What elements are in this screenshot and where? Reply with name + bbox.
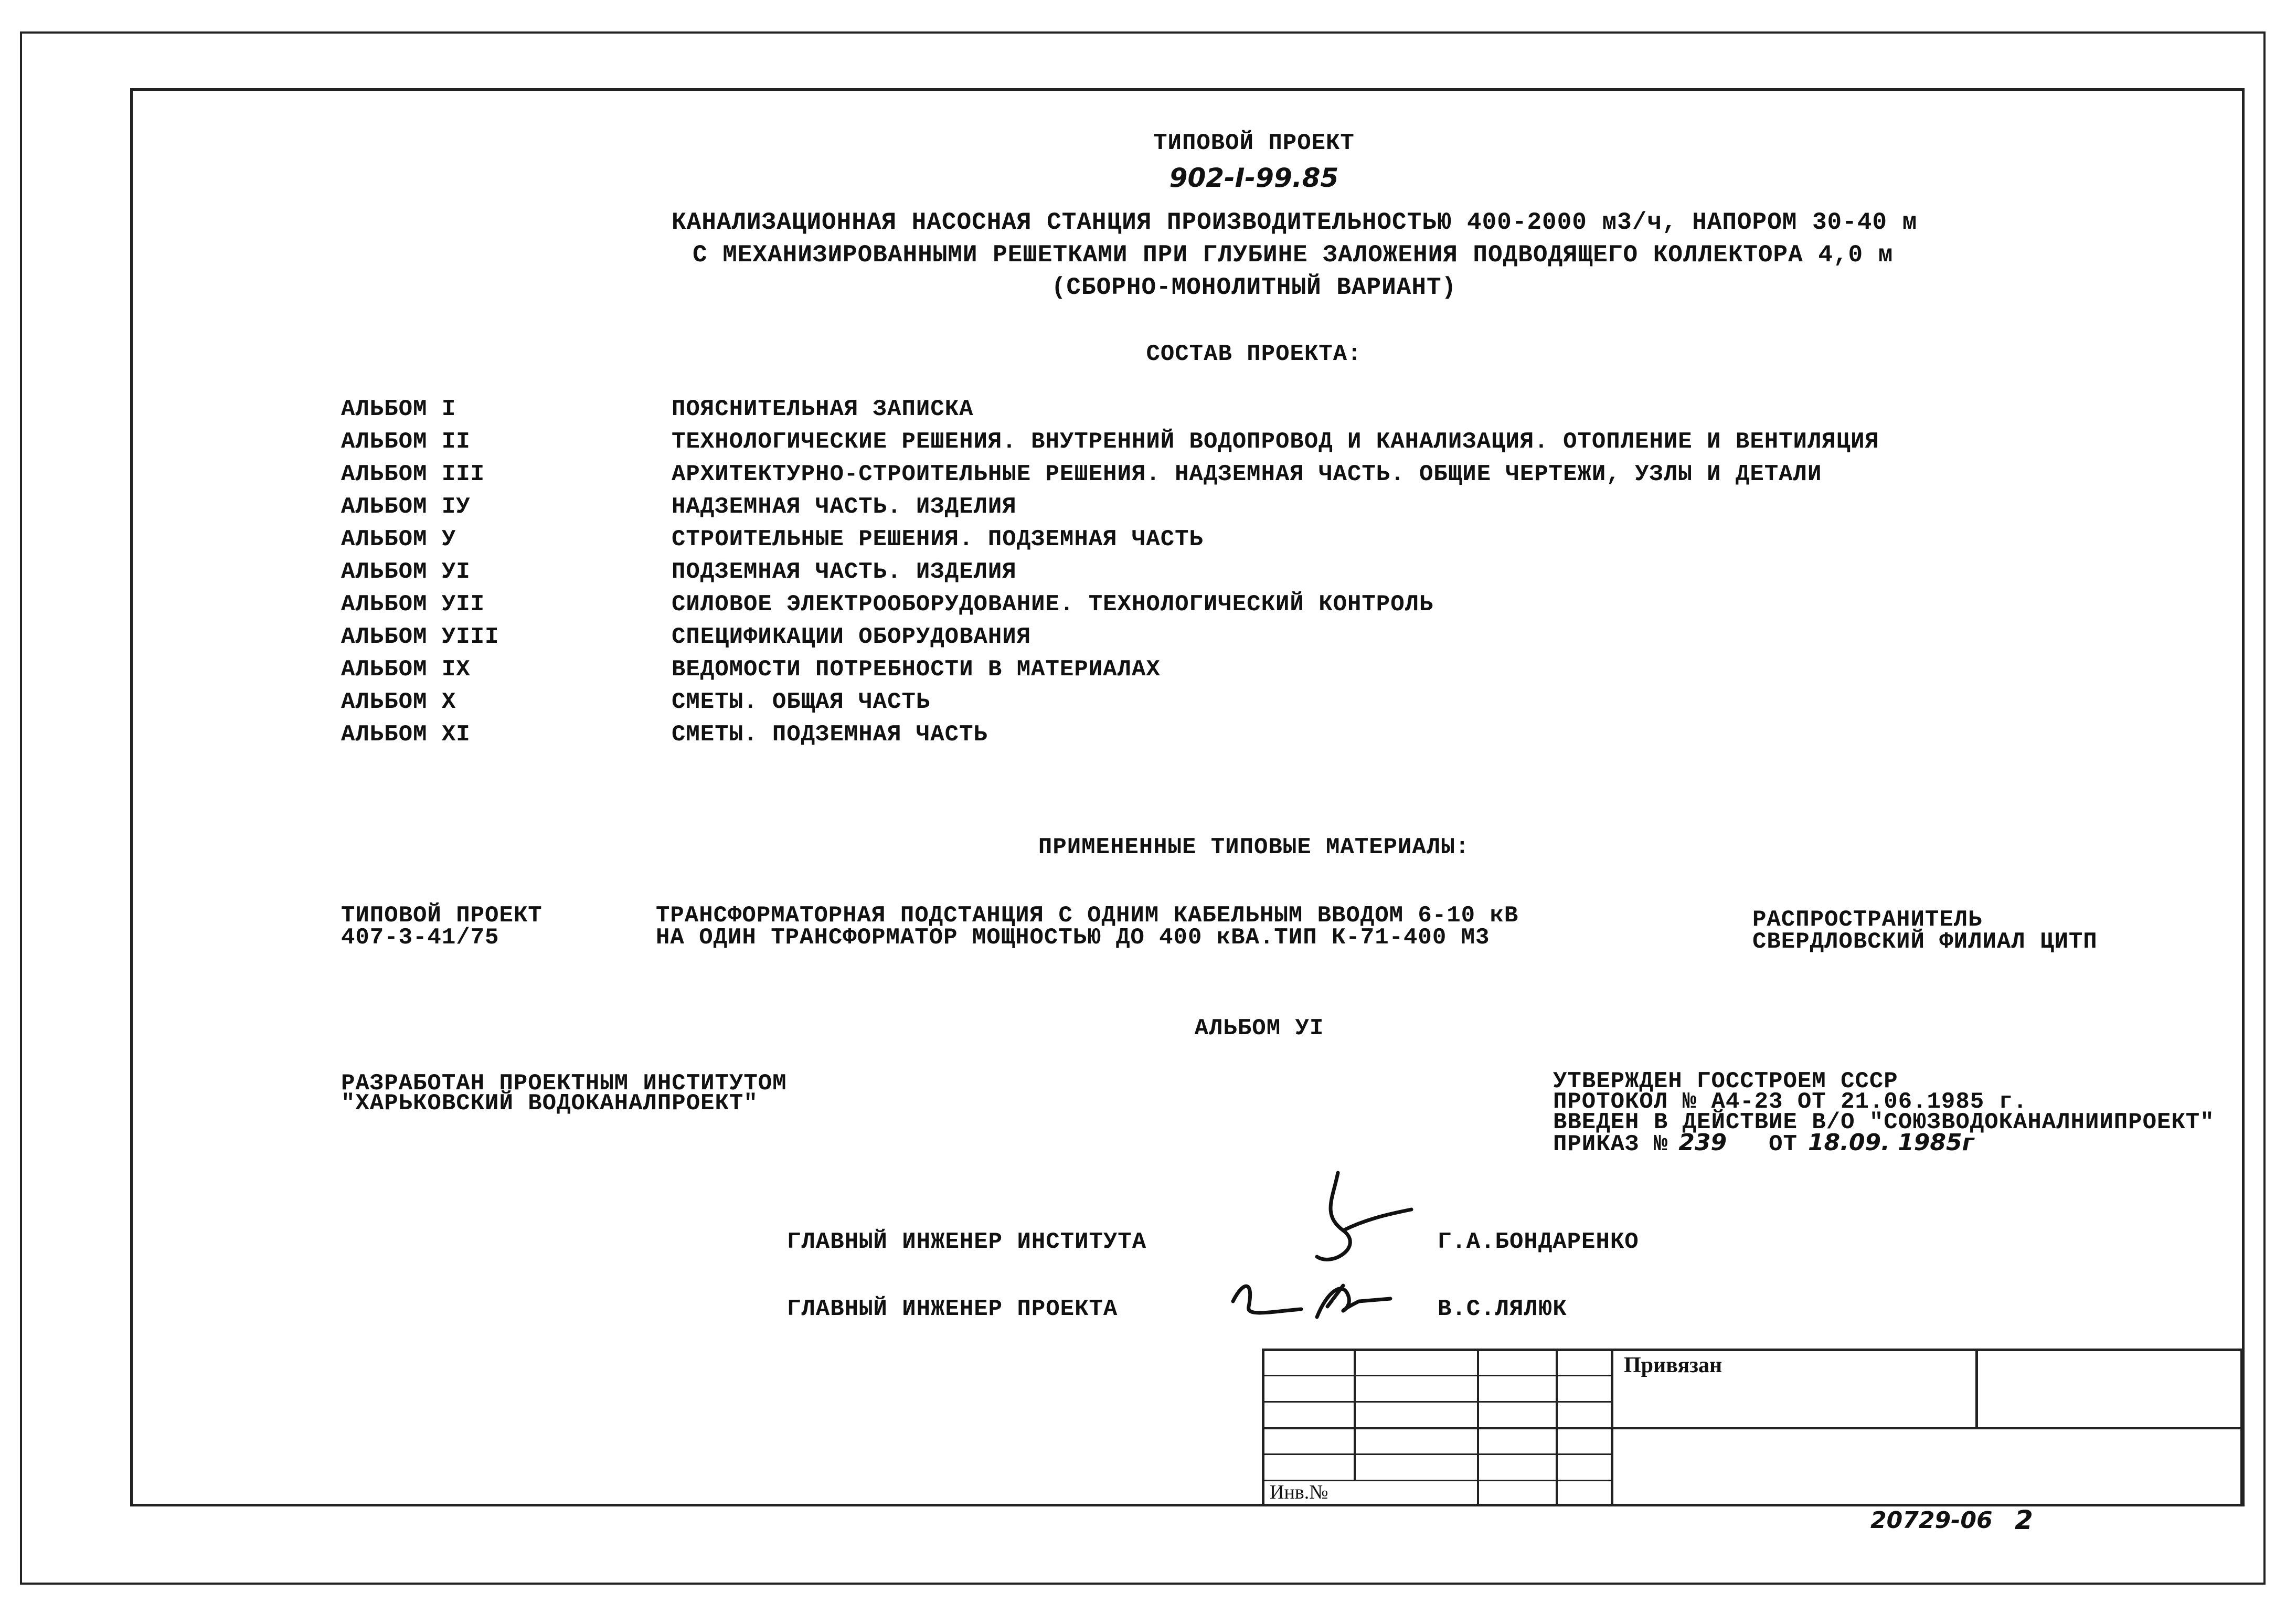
project-label: ТИПОВОЙ ПРОЕКТ bbox=[1153, 130, 1355, 156]
order-number: 239 bbox=[1678, 1129, 1727, 1156]
album-number: АЛЬБОМ У bbox=[341, 526, 456, 553]
approval-line-1: УТВЕРЖДЕН ГОССТРОЕМ СССР bbox=[1553, 1068, 1898, 1095]
order-date-label: ОТ bbox=[1769, 1131, 1798, 1158]
approval-order bbox=[1553, 1129, 1974, 1158]
signature-role-1: ГЛАВНЫЙ ИНЖЕНЕР ИНСТИТУТА bbox=[787, 1229, 1147, 1255]
signature-name-2: В.С.ЛЯЛЮК bbox=[1438, 1296, 1567, 1322]
album-number: АЛЬБОМ XI bbox=[341, 721, 471, 748]
approval-line-2: ПРОТОКОЛ № А4-23 ОТ 21.06.1985 г. bbox=[1553, 1089, 2028, 1115]
order-label: ПРИКАЗ № bbox=[1553, 1131, 1668, 1158]
materials-description-1: ТРАНСФОРМАТОРНАЯ ПОДСТАНЦИЯ С ОДНИМ КАБЕЛЬНЫМ ВВОДОМ 6-10 кВ bbox=[656, 903, 1519, 929]
linked-label: Привязан bbox=[1624, 1353, 1723, 1377]
album-number: АЛЬБОМ I bbox=[341, 396, 456, 422]
order-date: 18.09. 1985г bbox=[1807, 1129, 1974, 1156]
materials-heading: ПРИМЕНЕННЫЕ ТИПОВЫЕ МАТЕРИАЛЫ: bbox=[1038, 834, 1470, 861]
album-number: АЛЬБОМ УIII bbox=[341, 624, 499, 650]
title-line-3: (СБОРНО-МОНОЛИТНЫЙ ВАРИАНТ) bbox=[1051, 274, 1457, 301]
signature-mark-1 bbox=[1301, 1167, 1427, 1272]
album-title: СТРОИТЕЛЬНЫЕ РЕШЕНИЯ. ПОДЗЕМНАЯ ЧАСТЬ bbox=[672, 526, 1204, 553]
album-title: СПЕЦИФИКАЦИИ ОБОРУДОВАНИЯ bbox=[672, 624, 1032, 650]
album-title: ПОДЗЕМНАЯ ЧАСТЬ. ИЗДЕЛИЯ bbox=[672, 559, 1017, 585]
signature-name-1: Г.А.БОНДАРЕНКО bbox=[1438, 1229, 1639, 1255]
album-number: АЛЬБОМ X bbox=[341, 689, 456, 715]
album-number: АЛЬБОМ УII bbox=[341, 591, 485, 618]
materials-description-2: НА ОДИН ТРАНСФОРМАТОР МОЩНОСТЬЮ ДО 400 кВА.ТИП К-71-400 М3 bbox=[656, 925, 1490, 951]
materials-project-number: 407-3-41/75 bbox=[341, 925, 499, 951]
album-title: ВЕДОМОСТИ ПОТРЕБНОСТИ В МАТЕРИАЛАХ bbox=[672, 656, 1161, 683]
developer-line-1: РАЗРАБОТАН ПРОЕКТНЫМ ИНСТИТУТОМ bbox=[341, 1070, 787, 1097]
album-number: АЛЬБОМ IУ bbox=[341, 494, 471, 520]
inventory-label: Инв.№ bbox=[1270, 1481, 1328, 1503]
materials-project-label: ТИПОВОЙ ПРОЕКТ bbox=[341, 903, 543, 929]
album-title: АРХИТЕКТУРНО-СТРОИТЕЛЬНЫЕ РЕШЕНИЯ. НАДЗЕМНАЯ ЧАСТЬ. ОБЩИЕ ЧЕРТЕЖИ, УЗЛЫ И ДЕТАЛИ bbox=[672, 461, 1822, 487]
title-line-2: С МЕХАНИЗИРОВАННЫМИ РЕШЕТКАМИ ПРИ ГЛУБИНЕ ЗАЛОЖЕНИЯ ПОДВОДЯЩЕГО КОЛЛЕКТОРА 4,0 м bbox=[693, 241, 1894, 269]
developer-line-2: "ХАРЬКОВСКИЙ ВОДОКАНАЛПРОЕКТ" bbox=[341, 1090, 758, 1117]
distributor-label: РАСПРОСТРАНИТЕЛЬ bbox=[1752, 907, 1983, 933]
album-title: ПОЯСНИТЕЛЬНАЯ ЗАПИСКА bbox=[672, 396, 974, 422]
signature-role-2: ГЛАВНЫЙ ИНЖЕНЕР ПРОЕКТА bbox=[787, 1296, 1118, 1322]
album-title: СМЕТЫ. ОБЩАЯ ЧАСТЬ bbox=[672, 689, 931, 715]
project-number: 902-I-99.85 bbox=[1169, 163, 1339, 193]
album-title: СМЕТЫ. ПОДЗЕМНАЯ ЧАСТЬ bbox=[672, 721, 988, 748]
distributor-name: СВЕРДЛОВСКИЙ ФИЛИАЛ ЦИТП bbox=[1752, 929, 2098, 955]
current-album: АЛЬБОМ УI bbox=[1194, 1015, 1324, 1042]
album-number: АЛЬБОМ II bbox=[341, 429, 471, 455]
sheet-code: 20729-06 bbox=[1870, 1507, 1993, 1534]
title-line-1: КАНАЛИЗАЦИОННАЯ НАСОСНАЯ СТАНЦИЯ ПРОИЗВОДИТЕЛЬНОСТЬЮ 400-2000 м3/ч, НАПОРОМ 30-40 м bbox=[672, 209, 1918, 236]
album-title: СИЛОВОЕ ЭЛЕКТРООБОРУДОВАНИЕ. ТЕХНОЛОГИЧЕСКИЙ КОНТРОЛЬ bbox=[672, 591, 1434, 618]
album-number: АЛЬБОМ III bbox=[341, 461, 485, 487]
composition-heading: СОСТАВ ПРОЕКТА: bbox=[1146, 341, 1362, 367]
album-title: НАДЗЕМНАЯ ЧАСТЬ. ИЗДЕЛИЯ bbox=[672, 494, 1017, 520]
album-number: АЛЬБОМ УI bbox=[341, 559, 471, 585]
approval-line-3: ВВЕДЕН В ДЕЙСТВИЕ В/О "СОЮЗВОДОКАНАЛНИИПРОЕКТ" bbox=[1553, 1109, 2215, 1135]
signature-mark-2 bbox=[1222, 1270, 1401, 1328]
album-title: ТЕХНОЛОГИЧЕСКИЕ РЕШЕНИЯ. ВНУТРЕННИЙ ВОДОПРОВОД И КАНАЛИЗАЦИЯ. ОТОПЛЕНИЕ И ВЕНТИЛЯЦИЯ bbox=[672, 429, 1879, 455]
page-number: 2 bbox=[2015, 1505, 2033, 1535]
title-block bbox=[1262, 1349, 2243, 1506]
album-number: АЛЬБОМ IX bbox=[341, 656, 471, 683]
